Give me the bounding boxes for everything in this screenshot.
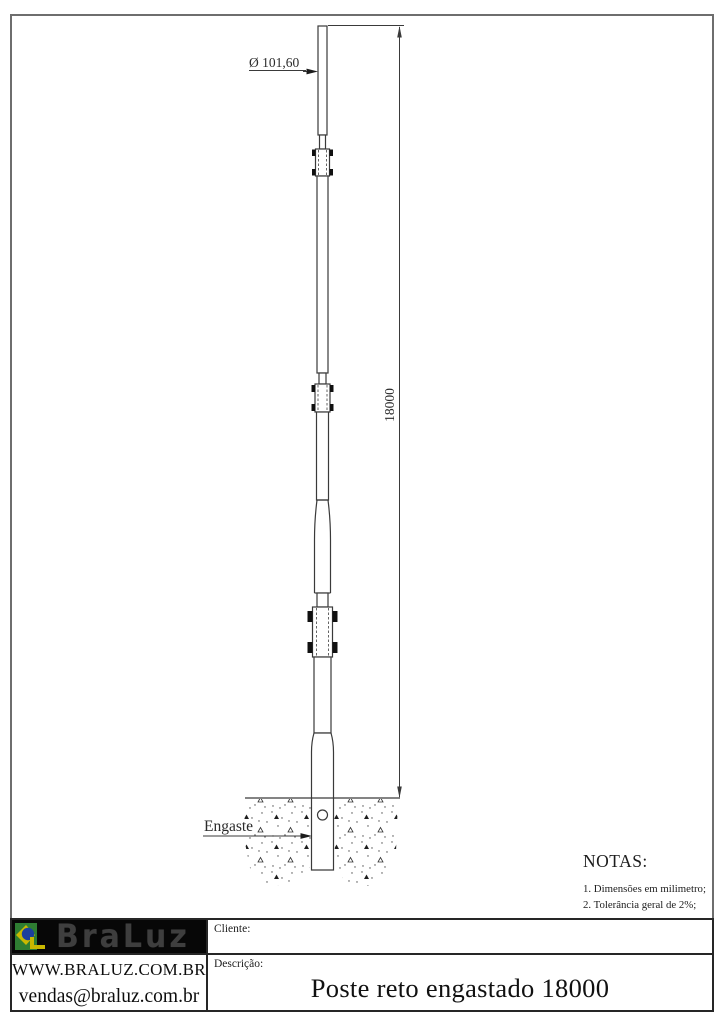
arrow-right-icon [307,69,319,75]
soil-hatch-left [244,799,311,886]
arrow-up-icon [397,26,402,38]
pole-tube-4 [314,657,331,733]
soil-hatch-right [334,799,398,886]
notes-title: NOTAS: [583,851,648,871]
brand-wordmark: BraLuz [56,920,190,955]
height-dimension-text: 18000 [382,388,397,422]
diameter-label: Ø 101,60 [249,55,300,70]
note-item-1: 1. Dimensões em milimetro; [583,883,706,895]
diameter-callout [249,55,318,74]
client-label: Cliente: [214,923,251,935]
notes-block [583,851,706,913]
pole-outline [308,26,338,870]
joint2-inner-tube [319,373,326,384]
arrow-down-icon [397,787,402,799]
company-website: WWW.BRALUZ.COM.BR [12,960,206,979]
pole-tube-3 [317,412,329,500]
height-dimension [328,26,404,799]
drawing-title: Poste reto engastado 18000 [310,973,610,1003]
company-email: vendas@braluz.com.br [18,986,200,1007]
description-label: Descrição: [214,958,264,970]
joint3-inner-tube [317,593,328,607]
braluz-flag-icon [15,921,51,952]
note-item-2: 2. Tolerância geral de 2%; [583,899,697,911]
contact-cell [12,955,208,1010]
joint3-sleeve [313,607,333,657]
description-cell [208,955,712,1010]
joint2-sleeve [315,384,330,412]
pole-tube-2 [317,176,328,373]
logo-cell [12,920,208,955]
pole-top-tube [318,26,327,135]
joint1-inner-tube [320,135,326,149]
slip-joint-flare [315,500,331,593]
title-block [10,918,714,1012]
base-tube [312,733,334,870]
base-hole [318,810,328,820]
client-cell [208,920,712,955]
embed-label: Engaste [204,818,254,835]
joint1-sleeve [316,149,330,176]
